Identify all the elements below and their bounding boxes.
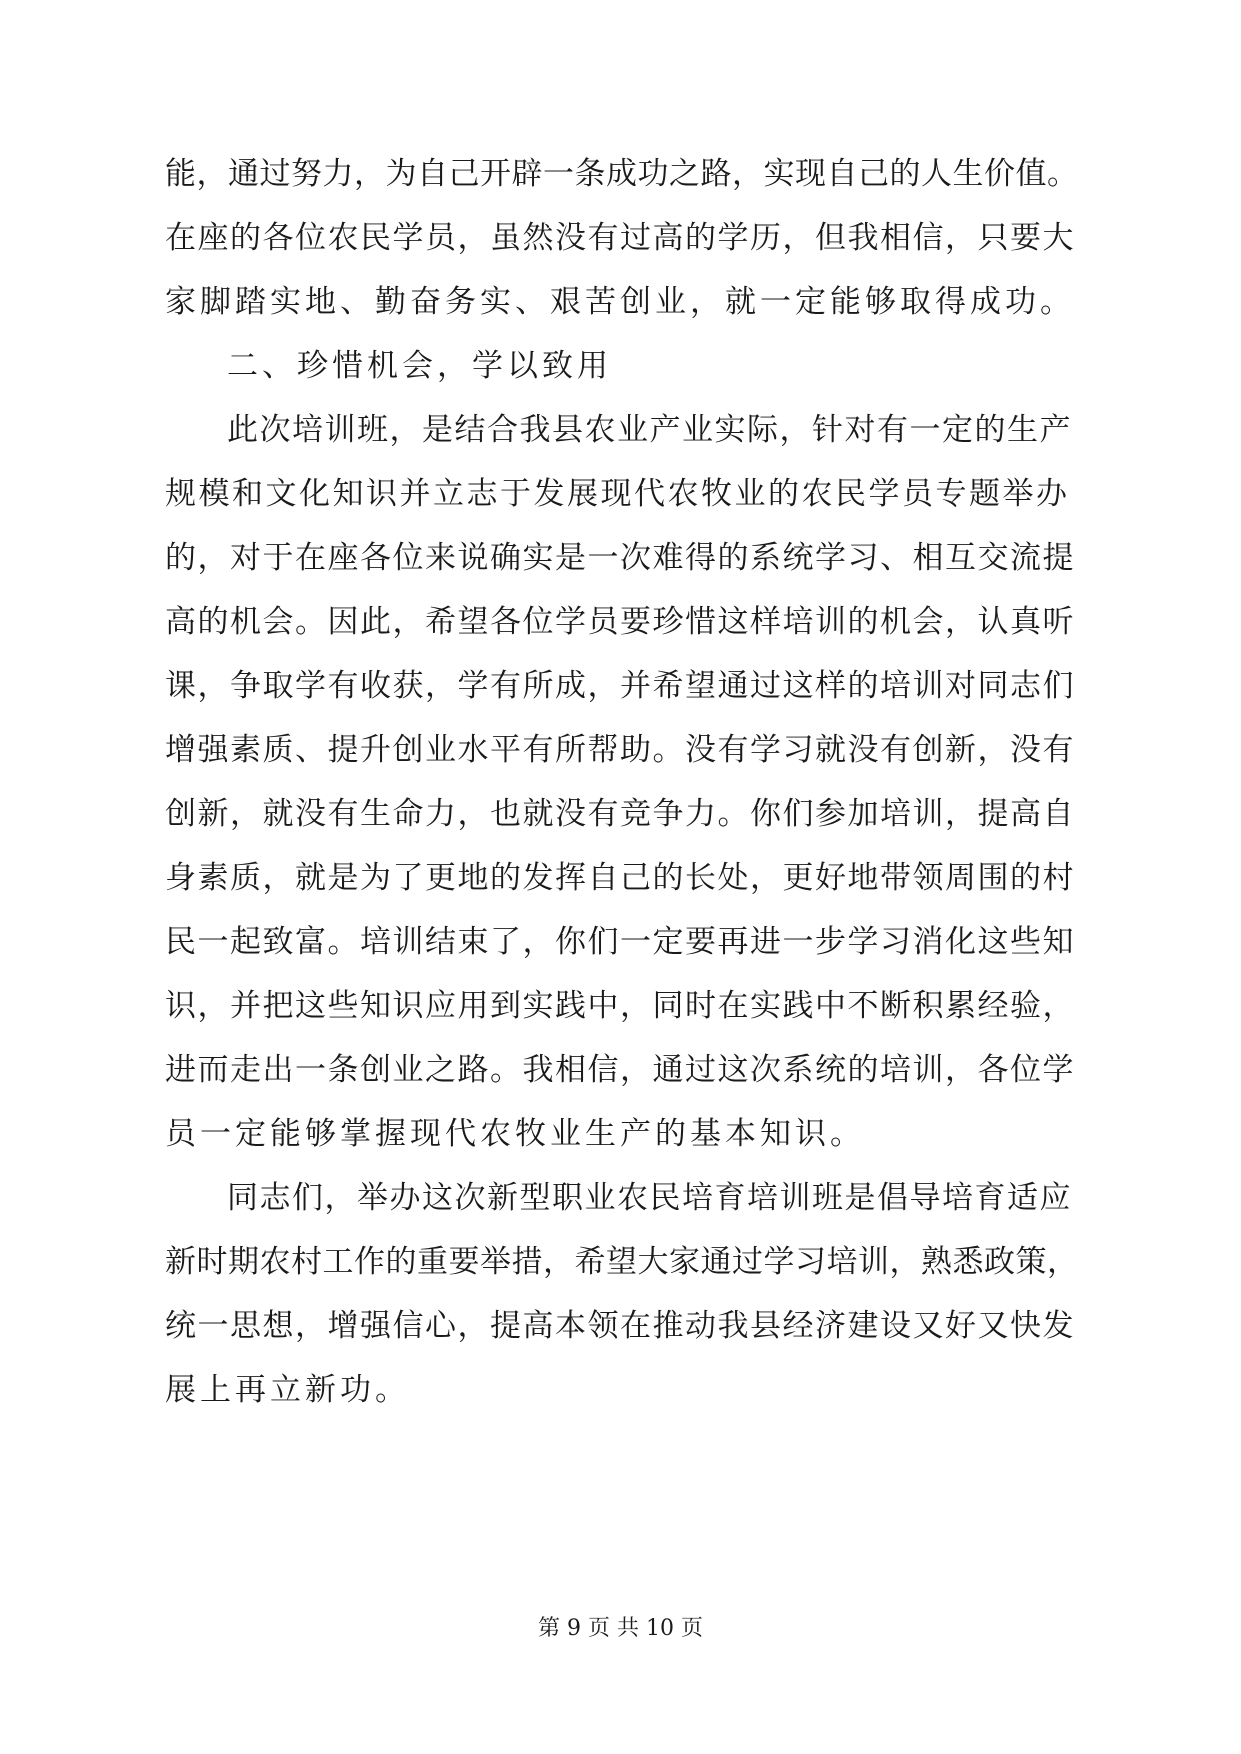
text-line: 统一思想，增强信心，提高本领在推动我县经济建设又好又快发 — [165, 1308, 1075, 1344]
text-line: 增强素质、提升创业水平有所帮助。没有学习就没有创新，没有 — [165, 732, 1075, 768]
text-line: 的，对于在座各位来说确实是一次难得的系统学习、相互交流提 — [165, 540, 1075, 576]
text-line: 此次培训班，是结合我县农业产业实际，针对有一定的生产 — [227, 412, 1072, 448]
text-line: 新时期农村工作的重要举措，希望大家通过学习培训，熟悉政策， — [165, 1244, 1079, 1280]
text-line: 进而走出一条创业之路。我相信，通过这次系统的培训，各位学 — [165, 1052, 1075, 1088]
text-line: 能，通过努力，为自己开辟一条成功之路，实现自己的人生价值。 — [165, 156, 1079, 192]
text-line: 展上再立新功。 — [165, 1372, 410, 1408]
text-line: 在座的各位农民学员，虽然没有过高的学历，但我相信，只要大 — [165, 220, 1075, 256]
page-number-footer: 第 9 页 共 10 页 — [538, 1616, 703, 1641]
text-line: 创新，就没有生命力，也就没有竞争力。你们参加培训，提高自 — [165, 796, 1075, 832]
section-heading: 二、珍惜机会，学以致用 — [227, 348, 612, 384]
text-line: 课，争取学有收获，学有所成，并希望通过这样的培训对同志们 — [165, 668, 1075, 704]
text-line: 规模和文化知识并立志于发展现代农牧业的农民学员专题举办 — [165, 476, 1070, 512]
text-line: 识，并把这些知识应用到实践中，同时在实践中不断积累经验， — [165, 988, 1075, 1024]
text-line: 家脚踏实地、勤奋务实、艰苦创业，就一定能够取得成功。 — [165, 284, 1075, 320]
text-line: 高的机会。因此，希望各位学员要珍惜这样培训的机会，认真听 — [165, 604, 1075, 640]
text-line: 同志们，举办这次新型职业农民培育培训班是倡导培育适应 — [227, 1180, 1072, 1216]
text-line: 员一定能够掌握现代农牧业生产的基本知识。 — [165, 1116, 865, 1152]
text-line: 民一起致富。培训结束了，你们一定要再进一步学习消化这些知 — [165, 924, 1075, 960]
text-line: 身素质，就是为了更地的发挥自己的长处，更好地带领周围的村 — [165, 860, 1075, 896]
